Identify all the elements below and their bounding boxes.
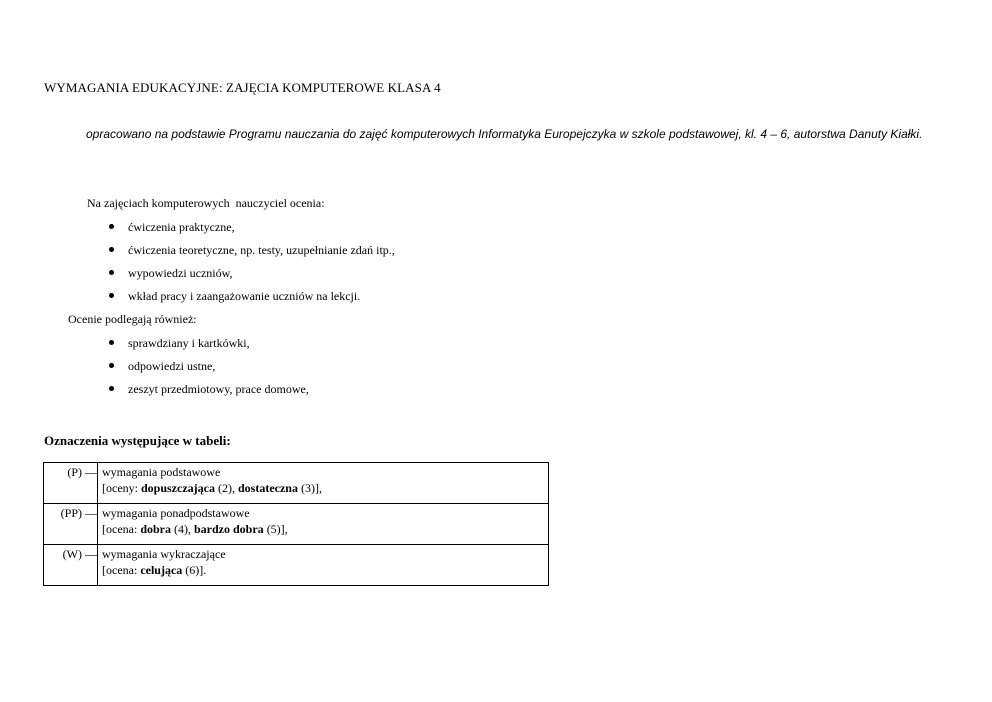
table-row	[44, 463, 549, 504]
also-assessed-list	[109, 335, 309, 404]
grade-number: (5)],	[263, 522, 288, 536]
grade-name: celująca	[140, 563, 183, 577]
requirement-name: wymagania podstawowe	[102, 465, 221, 479]
grades-line	[102, 562, 544, 578]
grade-name: dobra	[140, 522, 171, 536]
grades-line	[102, 480, 544, 496]
list-item: ćwiczenia teoretyczne, np. testy, uzupełnianie zdań itp.,	[109, 242, 395, 265]
grade-number: (4),	[171, 522, 194, 536]
list-item: wypowiedzi uczniów,	[109, 265, 395, 288]
list-item: ćwiczenia praktyczne,	[109, 219, 395, 242]
table-row	[44, 504, 549, 545]
requirement-name: wymagania wykraczające	[102, 547, 226, 561]
legend-description	[98, 504, 549, 545]
legend-table	[43, 462, 549, 586]
grades-line	[102, 521, 544, 537]
legend-code: (P) —	[44, 463, 98, 504]
table-row	[44, 545, 549, 586]
intro-paragraph: opracowano na podstawie Programu nauczania do zajęć komputerowych Informatyka Europejczyka w szkole podstawowej, kl. 4 – 6, autorstwa Danuty Kiałki.	[86, 127, 923, 141]
list-item: wkład pracy i zaangażowanie uczniów na lekcji.	[109, 288, 395, 311]
legend-code: (W) —	[44, 545, 98, 586]
grades-prefix: [ocena:	[102, 522, 141, 536]
legend-title: Oznaczenia występujące w tabeli:	[44, 433, 231, 448]
list-item: sprawdziany i kartkówki,	[109, 335, 309, 358]
grade-name: dopuszczająca	[140, 481, 215, 495]
legend-code: (PP) —	[44, 504, 98, 545]
assessment-list	[109, 219, 395, 311]
grades-prefix: [oceny:	[102, 481, 141, 495]
list-item: odpowiedzi ustne,	[109, 358, 309, 381]
requirement-name: wymagania ponadpodstawowe	[102, 506, 250, 520]
grade-number: (2),	[214, 481, 238, 495]
grades-prefix: [ocena:	[102, 563, 141, 577]
grade-name: bardzo dobra	[194, 522, 264, 536]
assessment-label: Na zajęciach komputerowych nauczyciel ocenia:	[87, 196, 325, 210]
grade-name: dostateczna	[237, 481, 298, 495]
document-title: WYMAGANIA EDUKACYJNE: ZAJĘCIA KOMPUTEROWE KLASA 4	[44, 80, 441, 95]
legend-description	[98, 463, 549, 504]
grade-number: (6)].	[182, 563, 207, 577]
legend-description	[98, 545, 549, 586]
grade-number: (3)],	[297, 481, 322, 495]
list-item: zeszyt przedmiotowy, prace domowe,	[109, 381, 309, 404]
also-assessed-label: Ocenie podlegają również:	[68, 312, 197, 326]
